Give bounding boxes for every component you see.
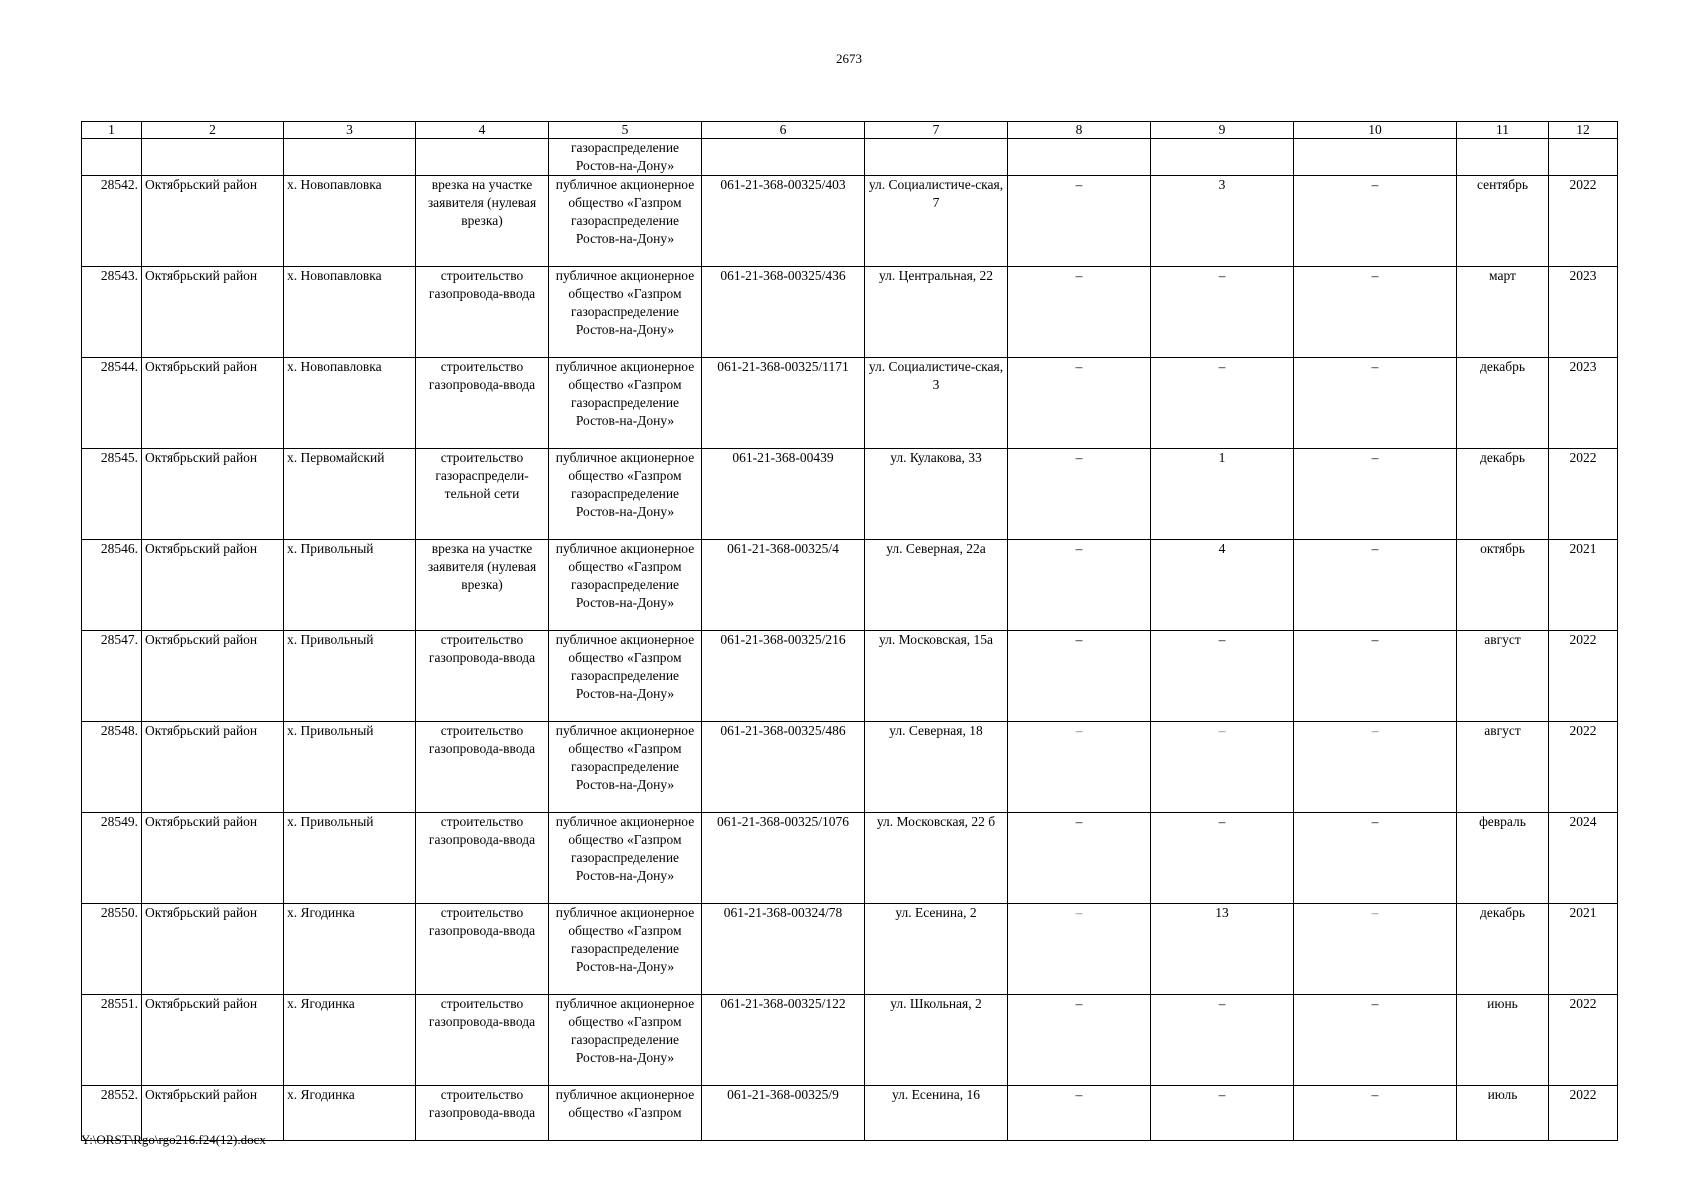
- column-8-cell: –: [1008, 631, 1151, 722]
- registry-code-cell: 061-21-368-00325/4: [702, 540, 865, 631]
- organization-cell: публичное акционерное общество «Газпром газораспределение Ростов-на-Дону»: [549, 358, 702, 449]
- organization-cell: публичное акционерное общество «Газпром газораспределение Ростов-на-Дону»: [549, 631, 702, 722]
- district-cell: Октябрьский район: [142, 540, 284, 631]
- organization-cell: публичное акционерное общество «Газпром газораспределение Ростов-на-Дону»: [549, 540, 702, 631]
- organization-cell: публичное акционерное общество «Газпром газораспределение Ростов-на-Дону»: [549, 267, 702, 358]
- year-cell: 2024: [1549, 813, 1618, 904]
- table-row: [82, 1086, 1618, 1141]
- registry-code-cell: 061-21-368-00325/1076: [702, 813, 865, 904]
- column-10-cell: –: [1294, 813, 1457, 904]
- column-8-cell: –: [1008, 813, 1151, 904]
- column-header: 7: [865, 122, 1008, 139]
- registry-code-cell: 061-21-368-00325/486: [702, 722, 865, 813]
- row-number-cell: 28547.: [82, 631, 142, 722]
- district-cell: Октябрьский район: [142, 631, 284, 722]
- district-cell: Октябрьский район: [142, 904, 284, 995]
- column-9-cell: –: [1151, 995, 1294, 1086]
- organization-cell: газораспределение Ростов-на-Дону»: [549, 139, 702, 176]
- column-10-cell: –: [1294, 722, 1457, 813]
- settlement-cell: х. Новопавловка: [284, 176, 416, 267]
- organization-cell: публичное акционерное общество «Газпром газораспределение Ростов-на-Дону»: [549, 449, 702, 540]
- column-8-cell: –: [1008, 995, 1151, 1086]
- column-8-cell: –: [1008, 540, 1151, 631]
- month-cell: июнь: [1457, 995, 1549, 1086]
- column-header: 9: [1151, 122, 1294, 139]
- year-cell: 2022: [1549, 722, 1618, 813]
- district-cell: Октябрьский район: [142, 1086, 284, 1141]
- column-9-cell: –: [1151, 358, 1294, 449]
- settlement-cell: х. Привольный: [284, 540, 416, 631]
- registry-code-cell: 061-21-368-00325/436: [702, 267, 865, 358]
- address-cell: ул. Московская, 15а: [865, 631, 1008, 722]
- settlement-cell: х. Ягодинка: [284, 1086, 416, 1141]
- month-cell: июль: [1457, 1086, 1549, 1141]
- settlement-cell: х. Новопавловка: [284, 267, 416, 358]
- month-cell: август: [1457, 722, 1549, 813]
- work-type-cell: строительство газопровода-ввода: [416, 631, 549, 722]
- registry-code-cell: 061-21-368-00439: [702, 449, 865, 540]
- row-number-cell: 28548.: [82, 722, 142, 813]
- column-10-cell: –: [1294, 1086, 1457, 1141]
- table-row: [82, 358, 1618, 449]
- column-number-header: [82, 122, 1618, 139]
- work-type-cell: врезка на участке заявителя (нулевая врезка): [416, 176, 549, 267]
- row-number-cell: 28551.: [82, 995, 142, 1086]
- column-10-cell: –: [1294, 540, 1457, 631]
- district-cell: Октябрьский район: [142, 995, 284, 1086]
- work-type-cell: врезка на участке заявителя (нулевая врезка): [416, 540, 549, 631]
- table-row: [82, 813, 1618, 904]
- row-number-cell: 28550.: [82, 904, 142, 995]
- month-cell: август: [1457, 631, 1549, 722]
- district-cell: Октябрьский район: [142, 267, 284, 358]
- column-8-cell: –: [1008, 1086, 1151, 1141]
- column-header: 3: [284, 122, 416, 139]
- address-cell: ул. Московская, 22 б: [865, 813, 1008, 904]
- file-path-footer: Y:\ORST\Rgo\rgo216.f24(12).docx: [81, 1132, 266, 1147]
- continued-row: [82, 139, 1618, 176]
- column-header: 6: [702, 122, 865, 139]
- column-9-cell: –: [1151, 631, 1294, 722]
- organization-cell: публичное акционерное общество «Газпром газораспределение Ростов-на-Дону»: [549, 176, 702, 267]
- work-type-cell: строительство газопровода-ввода: [416, 904, 549, 995]
- address-cell: ул. Школьная, 2: [865, 995, 1008, 1086]
- row-number-cell: 28543.: [82, 267, 142, 358]
- district-cell: Октябрьский район: [142, 176, 284, 267]
- table-row: [82, 540, 1618, 631]
- table-row: [82, 176, 1618, 267]
- address-cell: ул. Социалистиче-ская, 7: [865, 176, 1008, 267]
- settlement-cell: х. Ягодинка: [284, 904, 416, 995]
- table-row: [82, 449, 1618, 540]
- column-8-cell: –: [1008, 358, 1151, 449]
- address-cell: ул. Социалистиче-ская, 3: [865, 358, 1008, 449]
- column-header: 11: [1457, 122, 1549, 139]
- address-cell: ул. Северная, 22а: [865, 540, 1008, 631]
- table-row: [82, 267, 1618, 358]
- district-cell: Октябрьский район: [142, 813, 284, 904]
- column-9-cell: –: [1151, 1086, 1294, 1141]
- row-number-cell: 28542.: [82, 176, 142, 267]
- year-cell: 2022: [1549, 1086, 1618, 1141]
- month-cell: декабрь: [1457, 449, 1549, 540]
- column-10-cell: –: [1294, 995, 1457, 1086]
- row-number-cell: 28552.: [82, 1086, 142, 1141]
- settlement-cell: х. Новопавловка: [284, 358, 416, 449]
- work-type-cell: строительство газопровода-ввода: [416, 722, 549, 813]
- district-cell: Октябрьский район: [142, 358, 284, 449]
- registry-code-cell: 061-21-368-00325/122: [702, 995, 865, 1086]
- registry-code-cell: 061-21-368-00325/9: [702, 1086, 865, 1141]
- row-number-cell: 28546.: [82, 540, 142, 631]
- column-header: 1: [82, 122, 142, 139]
- settlement-cell: х. Привольный: [284, 631, 416, 722]
- settlement-cell: х. Ягодинка: [284, 995, 416, 1086]
- column-9-cell: 3: [1151, 176, 1294, 267]
- column-10-cell: –: [1294, 449, 1457, 540]
- work-type-cell: строительство газопровода-ввода: [416, 358, 549, 449]
- address-cell: ул. Есенина, 2: [865, 904, 1008, 995]
- organization-cell: публичное акционерное общество «Газпром газораспределение Ростов-на-Дону»: [549, 722, 702, 813]
- column-header: 10: [1294, 122, 1457, 139]
- column-9-cell: 4: [1151, 540, 1294, 631]
- address-cell: ул. Есенина, 16: [865, 1086, 1008, 1141]
- column-10-cell: –: [1294, 176, 1457, 267]
- registry-code-cell: 061-21-368-00325/1171: [702, 358, 865, 449]
- column-header: 5: [549, 122, 702, 139]
- column-8-cell: –: [1008, 722, 1151, 813]
- work-type-cell: строительство газопровода-ввода: [416, 267, 549, 358]
- registry-code-cell: 061-21-368-00325/216: [702, 631, 865, 722]
- month-cell: декабрь: [1457, 358, 1549, 449]
- column-10-cell: –: [1294, 904, 1457, 995]
- organization-cell: публичное акционерное общество «Газпром: [549, 1086, 702, 1141]
- organization-cell: публичное акционерное общество «Газпром газораспределение Ростов-на-Дону»: [549, 904, 702, 995]
- month-cell: февраль: [1457, 813, 1549, 904]
- registry-table: [81, 121, 1618, 1141]
- year-cell: 2022: [1549, 449, 1618, 540]
- column-9-cell: –: [1151, 722, 1294, 813]
- address-cell: ул. Северная, 18: [865, 722, 1008, 813]
- district-cell: Октябрьский район: [142, 722, 284, 813]
- row-number-cell: 28544.: [82, 358, 142, 449]
- month-cell: сентябрь: [1457, 176, 1549, 267]
- work-type-cell: строительство газопровода-ввода: [416, 995, 549, 1086]
- year-cell: 2021: [1549, 904, 1618, 995]
- registry-code-cell: 061-21-368-00324/78: [702, 904, 865, 995]
- column-8-cell: –: [1008, 267, 1151, 358]
- year-cell: 2022: [1549, 995, 1618, 1086]
- month-cell: март: [1457, 267, 1549, 358]
- row-number-cell: 28549.: [82, 813, 142, 904]
- year-cell: 2022: [1549, 176, 1618, 267]
- column-header: 12: [1549, 122, 1618, 139]
- district-cell: Октябрьский район: [142, 449, 284, 540]
- table-row: [82, 631, 1618, 722]
- work-type-cell: строительство газопровода-ввода: [416, 813, 549, 904]
- column-8-cell: –: [1008, 904, 1151, 995]
- settlement-cell: х. Привольный: [284, 722, 416, 813]
- column-8-cell: –: [1008, 176, 1151, 267]
- column-9-cell: 1: [1151, 449, 1294, 540]
- column-9-cell: –: [1151, 267, 1294, 358]
- month-cell: октябрь: [1457, 540, 1549, 631]
- column-10-cell: –: [1294, 267, 1457, 358]
- column-header: 8: [1008, 122, 1151, 139]
- registry-code-cell: 061-21-368-00325/403: [702, 176, 865, 267]
- year-cell: 2023: [1549, 358, 1618, 449]
- table-row: [82, 722, 1618, 813]
- year-cell: 2022: [1549, 631, 1618, 722]
- organization-cell: публичное акционерное общество «Газпром газораспределение Ростов-на-Дону»: [549, 995, 702, 1086]
- work-type-cell: строительство газопровода-ввода: [416, 1086, 549, 1141]
- organization-cell: публичное акционерное общество «Газпром газораспределение Ростов-на-Дону»: [549, 813, 702, 904]
- column-9-cell: 13: [1151, 904, 1294, 995]
- address-cell: ул. Центральная, 22: [865, 267, 1008, 358]
- year-cell: 2021: [1549, 540, 1618, 631]
- table-row: [82, 995, 1618, 1086]
- table-row: [82, 904, 1618, 995]
- column-header: 4: [416, 122, 549, 139]
- page-number: 2673: [836, 51, 862, 66]
- work-type-cell: строительство газораспредели-тельной сети: [416, 449, 549, 540]
- year-cell: 2023: [1549, 267, 1618, 358]
- column-9-cell: –: [1151, 813, 1294, 904]
- address-cell: ул. Кулакова, 33: [865, 449, 1008, 540]
- settlement-cell: х. Первомайский: [284, 449, 416, 540]
- column-10-cell: –: [1294, 631, 1457, 722]
- month-cell: декабрь: [1457, 904, 1549, 995]
- column-header: 2: [142, 122, 284, 139]
- settlement-cell: х. Привольный: [284, 813, 416, 904]
- column-8-cell: –: [1008, 449, 1151, 540]
- row-number-cell: 28545.: [82, 449, 142, 540]
- column-10-cell: –: [1294, 358, 1457, 449]
